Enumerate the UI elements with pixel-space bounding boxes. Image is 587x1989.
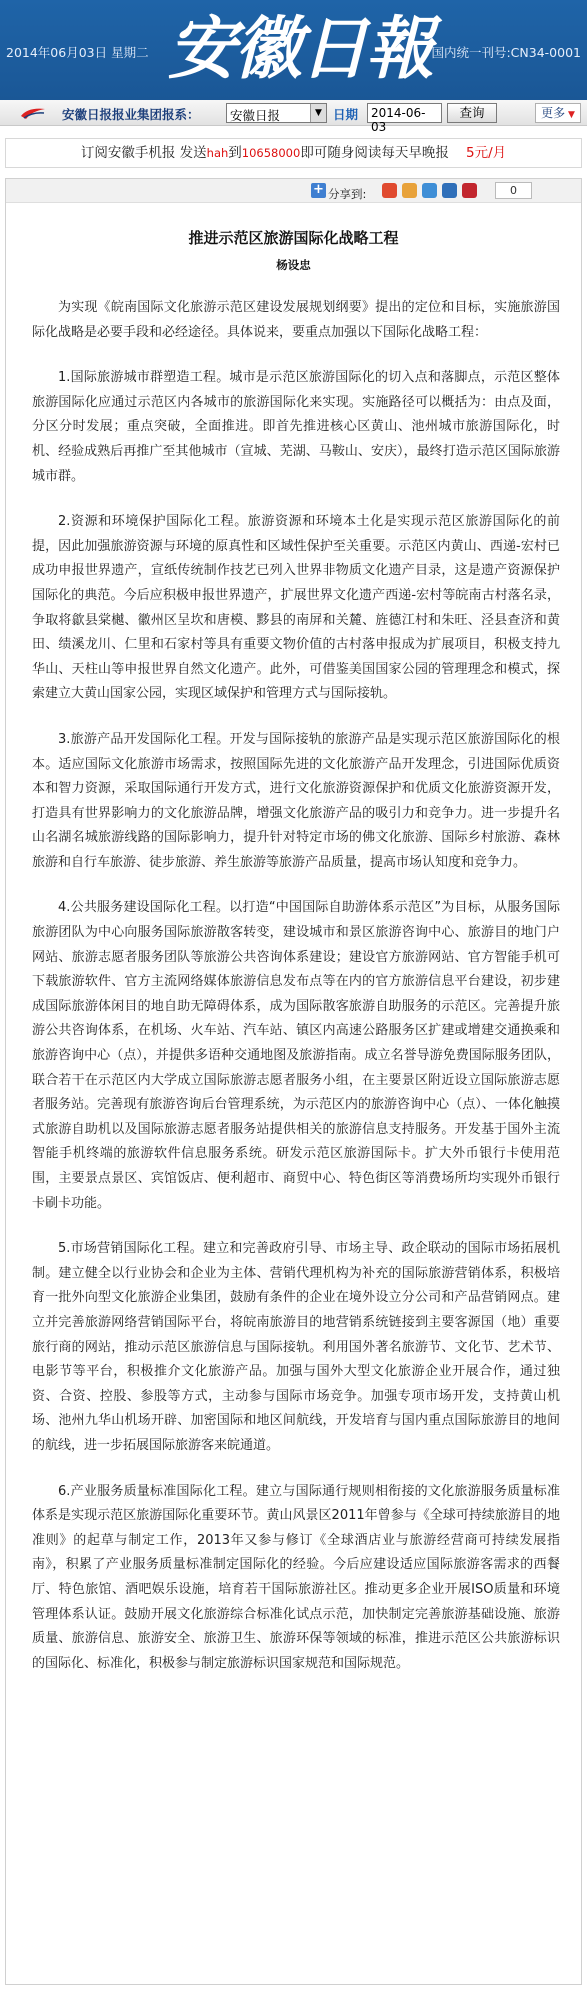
paper-select[interactable] xyxy=(226,103,327,123)
paragraph: 为实现《皖南国际文化旅游示范区建设发展规划纲要》提出的定位和目标，实施旅游国际化战略是必要手段和必经途径。具体说来，要重点加强以下国际化战略工程： xyxy=(32,300,560,340)
paragraph: 1.国际旅游城市群塑造工程。城市是示范区旅游国际化的切入点和落脚点，示范区整体旅游国际化应通过示范区内各城市的旅游国际化来实现。实施路径可以概括为：由点及面，分区分时发展；重点突破，全面推进。即首先推进核心区黄山、池州城市旅游国际化，时机、经验成熟后再推广至其他城市（宣城、芜湖、马鞍山、安庆），最终打造示范区国际旅游城市群。 xyxy=(32,370,560,484)
masthead xyxy=(0,0,587,100)
share-count: 0 xyxy=(495,182,532,199)
article-container xyxy=(5,178,582,1985)
more-button[interactable] xyxy=(535,103,581,123)
group-logo-icon xyxy=(20,106,46,120)
issue-date: 2014年06月03日 星期二 xyxy=(6,45,149,60)
article-body xyxy=(32,296,560,1697)
query-button[interactable]: 查询 xyxy=(447,103,497,123)
promo-number: 10658000 xyxy=(241,146,301,160)
promo-mid: 到 xyxy=(228,145,242,161)
paper-select-value: 安徽日报 xyxy=(230,108,281,123)
article-author: 杨设忠 xyxy=(276,258,311,272)
paragraph: 2.资源和环境保护国际化工程。旅游资源和环境本土化是实现示范区旅游国际化的前提，因此加强旅游资源与环境的原真性和区域性保护至关重要。示范区内黄山、西递-宏村已成功申报世界遗产，宣纸传统制作技艺已列入世界非物质文化遗产目录，这是遗产资源保护国际化的典范。今后应积极申报世界遗产，扩展世界文化遗产西递-宏村等皖南古村落名录，争取将歙县棠樾、徽州区呈坎和唐模、黟县的南屏和关麓、旌德江村和朱旺、泾县查济和黄田、绩溪龙川、仁里和石家村等具有重要文物价值的古村落申报成为扩展项目，积极支持九华山、天柱山等申报世界自然文化遗产。此外，可借鉴美国国家公园的管理理念和模式，探索建立大黄山国家公园，实现区域保护和管理方式与国际接轨。 xyxy=(32,514,560,702)
date-input[interactable]: 2014-06-03 xyxy=(367,103,442,123)
share-label: 分享到: xyxy=(328,187,367,201)
share-qzone-icon[interactable] xyxy=(402,183,417,198)
share-netease-icon[interactable] xyxy=(462,183,477,198)
paragraph: 3.旅游产品开发国际化工程。开发与国际接轨的旅游产品是实现示范区旅游国际化的根本。适应国际文化旅游市场需求，按照国际先进的文化旅游产品开发理念，引进国际优质资本和智力资源，采取国际通行开发方式，进行文化旅游资源保护和优质文化旅游资源开发，打造具有世界影响力的文化旅游品牌，增强文化旅游产品的吸引力和竞争力。进一步提升名山名湖名城旅游线路的国际影响力，提升针对特定市场的佛文化旅游、国际乡村旅游、森林旅游和自行车旅游、徒步旅游、养生旅游等旅游产品质量，提高市场认知度和竞争力。 xyxy=(32,731,560,870)
promo-pre: 订阅安徽手机报 发送 xyxy=(80,145,207,161)
promo-post: 即可随身阅读每天早晚报 xyxy=(300,145,449,161)
share-tencent-weibo-icon[interactable] xyxy=(422,183,437,198)
mobile-subscription-promo[interactable] xyxy=(5,138,582,168)
article-title: 推进示范区旅游国际化战略工程 xyxy=(188,229,399,247)
share-renren-icon[interactable] xyxy=(442,183,457,198)
paragraph: 4.公共服务建设国际化工程。以打造“中国国际自助游体系示范区”为目标，从服务国际旅游团队为中心向服务国际旅游散客转变，建设城市和景区旅游咨询中心、旅游目的地门户网站、旅游志愿者服务团队等旅游公共咨询体系建设；建设官方旅游网站、官方智能手机可下载旅游软件、官方主流网络媒体旅游信息发布点等在内的官方旅游信息平台建设，初步建成国际旅游体闲目的地自助无障碍体系，成为国际散客旅游自助服务的示范区。完善提升旅游公共咨询体系，在机场、火车站、汽车站、镇区内高速公路服务区扩建或增建交通换乘和旅游咨询中心（点），并提供多语种交通地图及旅游指南。成立名誉导游免费国际服务团队，联合若干在示范区内大学成立国际旅游志愿者服务小组，在主要景区附近设立国际旅游志愿者服务站。完善现有旅游咨询后台管理系统，为示范区内的旅游咨询中心（点）、一体化触摸式旅游自助机以及国际旅游志愿者服务站提供相关的旅游信息支持服务。开发基于国外主流智能手机终端的旅游软件信息服务系统。研发示范区旅游国际卡。扩大外币银行卡使用范围，主要景点景区、宾馆饭店、便利超市、商贸中心、特色街区等消费场所均实现外币银行卡刷卡功能。 xyxy=(32,900,560,1211)
group-label: 安徽日报报业集团报系： xyxy=(62,107,200,122)
date-label: 日期 xyxy=(333,107,359,122)
share-weibo-icon[interactable] xyxy=(382,183,397,198)
chevron-down-icon[interactable]: ▼ xyxy=(310,104,326,122)
promo-price: 5元/月 xyxy=(466,145,507,161)
issn-label: 国内统一刊号:CN34-0001 xyxy=(431,45,581,60)
nav-bar xyxy=(0,100,587,134)
promo-code: hah xyxy=(206,146,229,160)
paragraph: 5.市场营销国际化工程。建立和完善政府引导、市场主导、政企联动的国际市场拓展机制。建立健全以行业协会和企业为主体、营销代理机构为补充的国际旅游营销体系，积极培育一批外向型文化旅游企业集团，鼓励有条件的企业在境外设立分公司和产品营销网点。建立并完善旅游网络营销国际平台，将皖南旅游目的地营销系统链接到主要客源国（地）重要旅行商的网站，推动示范区旅游信息与国际接轨。利用国外著名旅游节、文化节、艺术节、电影节等平台，积极推介文化旅游产品。加强与国外大型文化旅游企业开展合作，通过独资、合资、控股、参股等方式，主动参与国际市场竞争。加强专项市场开发，支持黄山机场、池州九华山机场开辟、加密国际和地区间航线，开发培育与国内重点国际旅游目的地间的航线，进一步拓展国际旅游客来皖通道。 xyxy=(32,1241,560,1453)
paragraph: 6.产业服务质量标准国际化工程。建立与国际通行规则相衔接的文化旅游服务质量标准体系是实现示范区旅游国际化重要环节。黄山风景区2011年曾参与《全球可持续旅游目的地准则》的起草与制定工作，2013年又参与修订《全球酒店业与旅游经营商可持续发展指南》，积累了产业服务质量标准制定国际化的经验。今后应建设适应国际旅游客需求的西餐厅、特色旅馆、酒吧娱乐设施，培育若干国际旅游社区。推动更多企业开展ISO质量和环境管理体系认证。鼓励开展文化旅游综合标准化试点示范，加快制定完善旅游基础设施、旅游质量、旅游信息、旅游安全、旅游卫生、旅游环保等领域的标准，推进示范区公共旅游标识的国际化、标准化，积极参与制定旅游标识国家规范和国际规范。 xyxy=(32,1483,560,1671)
more-label: 更多 xyxy=(541,106,566,120)
newspaper-logo[interactable]: 安徽日報 xyxy=(168,9,433,89)
more-arrow-icon: ▼ xyxy=(565,110,575,120)
share-icons xyxy=(382,183,477,198)
share-bar xyxy=(6,179,581,203)
share-plus-icon[interactable]: + xyxy=(311,183,326,198)
